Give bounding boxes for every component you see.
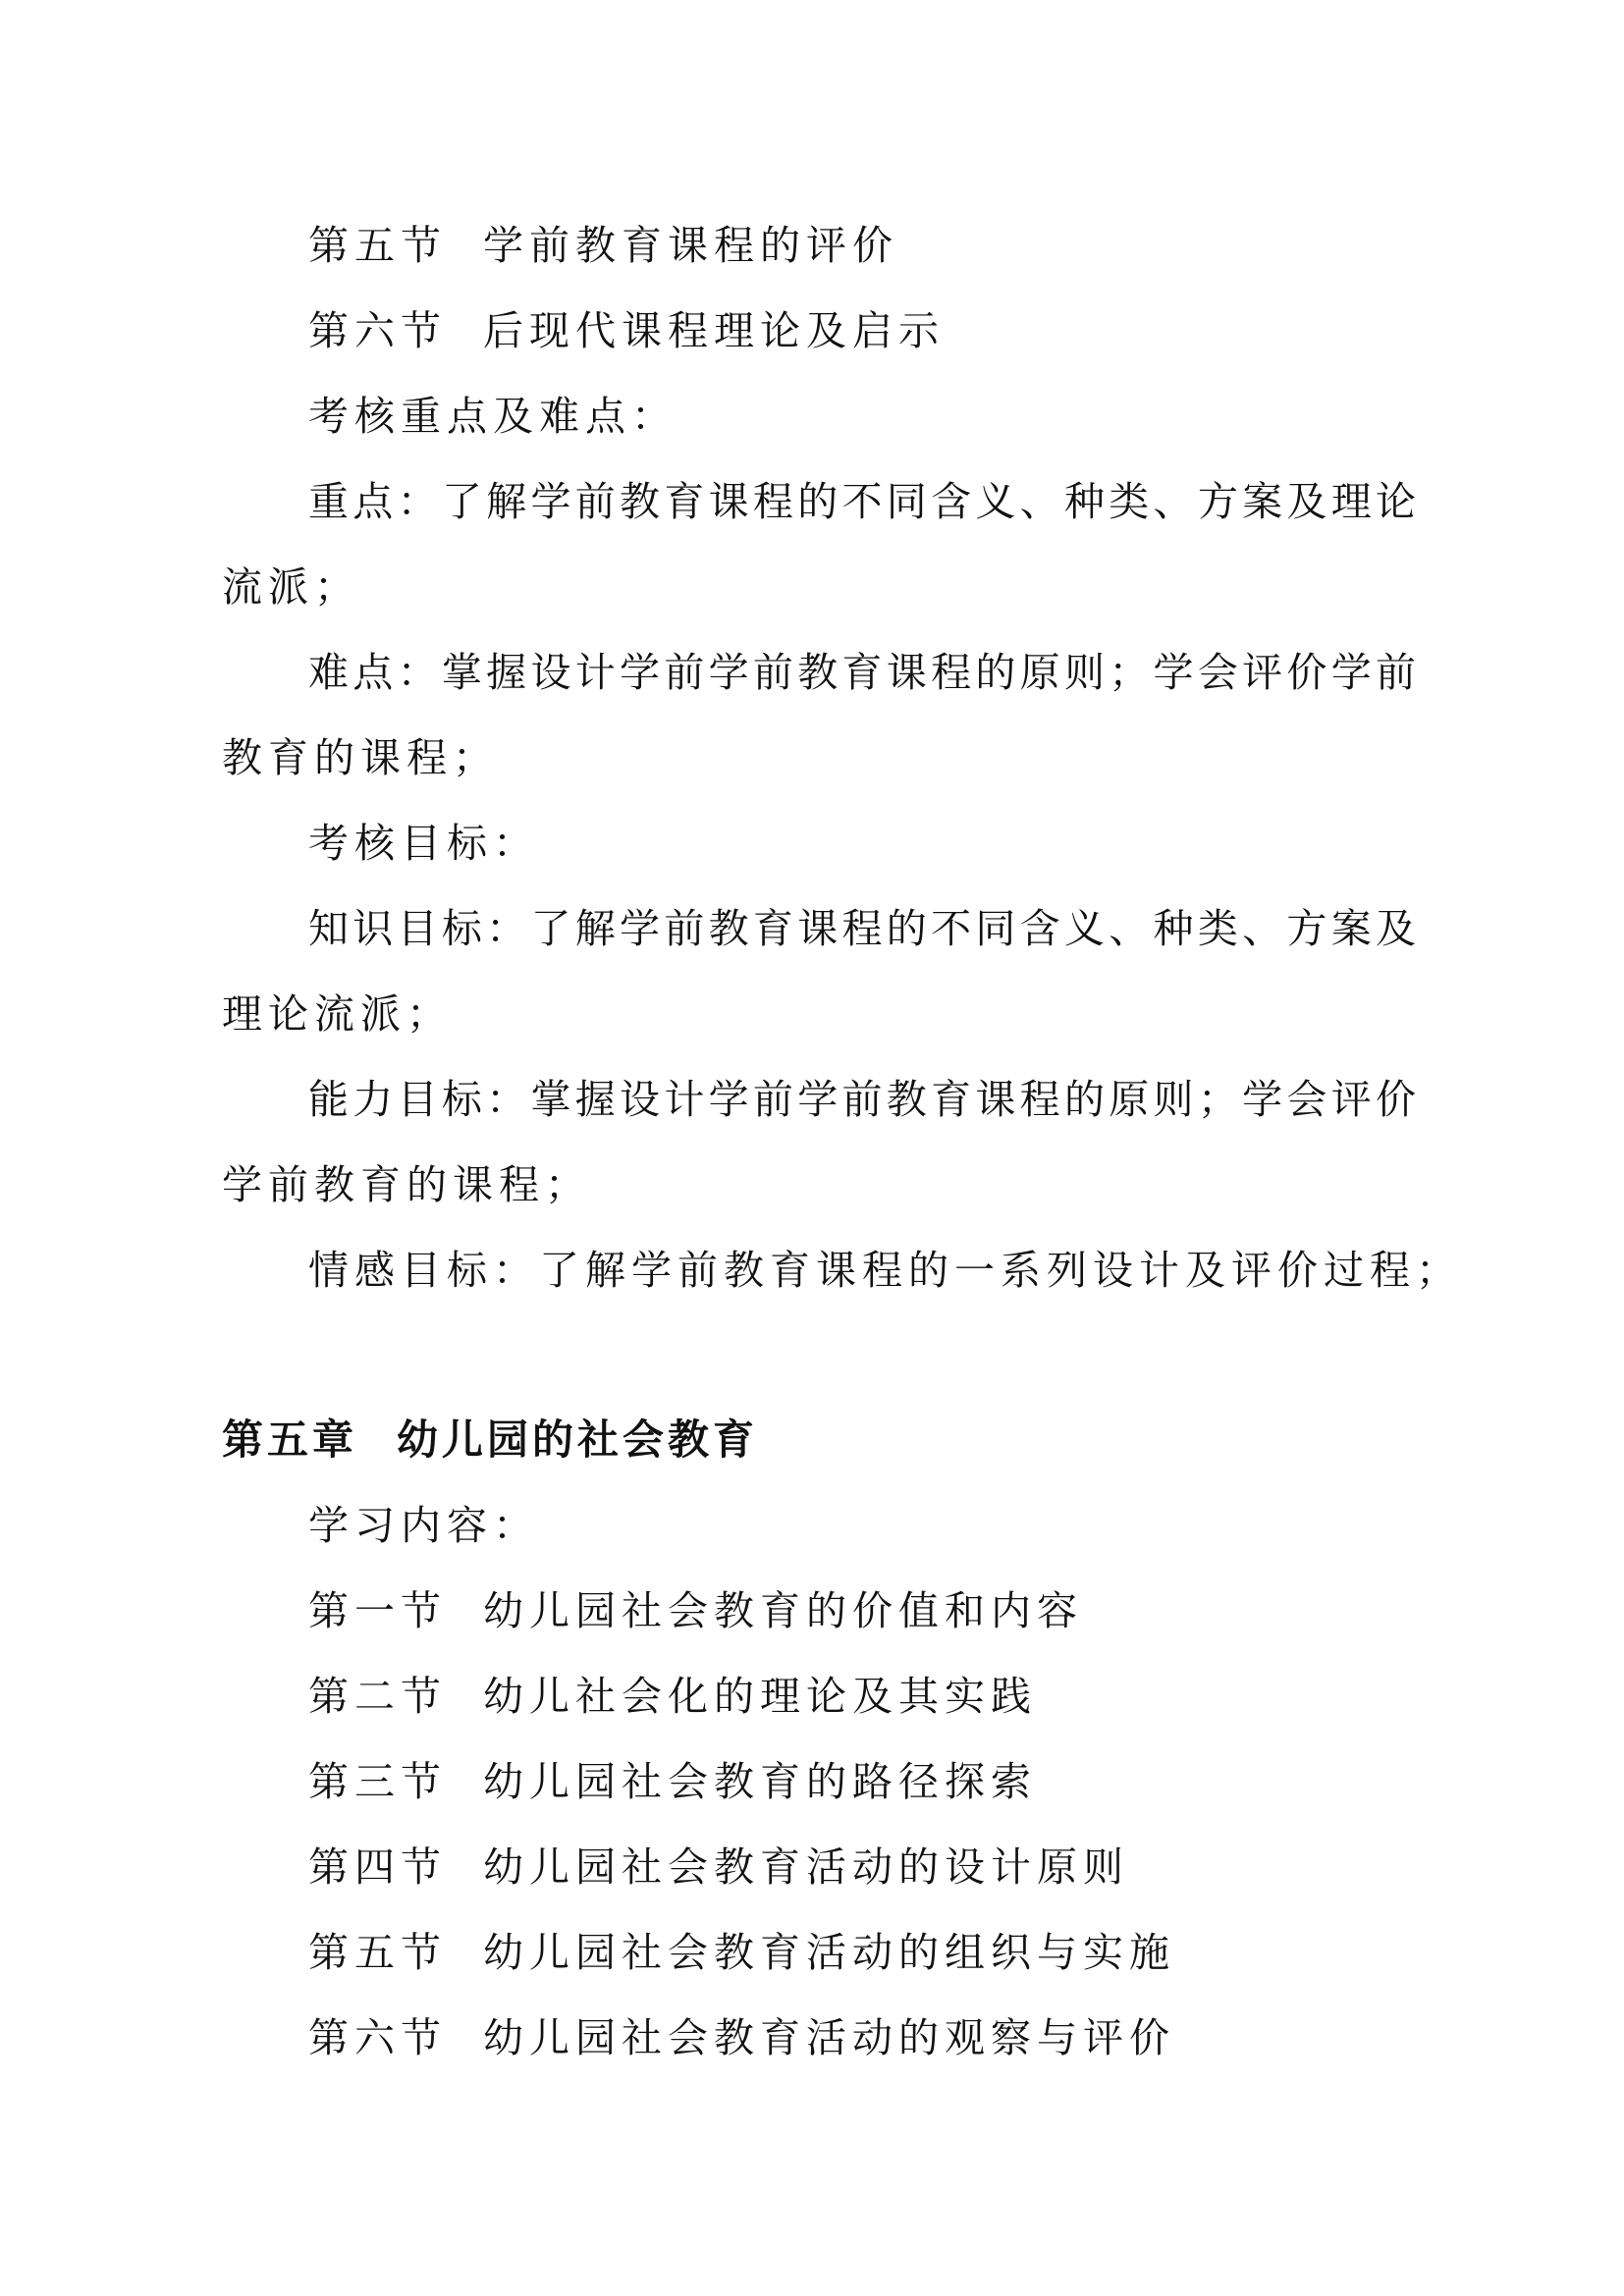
section-line (308, 1838, 1129, 1896)
section-title: 学前教育课程的评价 (483, 222, 898, 269)
key-point-text-line2: 流派； (222, 563, 360, 611)
section-line (308, 1923, 1175, 1982)
section-number: 第一节 (308, 1587, 447, 1634)
section-number: 第五节 (308, 222, 447, 269)
section-title: 幼儿园社会教育活动的组织与实施 (483, 1929, 1175, 1976)
section-line (308, 301, 945, 360)
section-title: 幼儿园社会教育的路径探索 (483, 1758, 1037, 1805)
chapter-heading (222, 1411, 758, 1469)
section-title: 幼儿社会化的理论及其实践 (483, 1673, 1037, 1720)
section-number: 第三节 (308, 1758, 447, 1805)
section-title: 幼儿园社会教育的价值和内容 (483, 1587, 1083, 1634)
section-line (308, 1667, 1037, 1726)
ability-objective-line1: 能力目标：掌握设计学前学前教育课程的原则；学会评价 (308, 1076, 1416, 1123)
chapter-number: 第五章 (222, 1415, 358, 1464)
section-title: 幼儿园社会教育活动的观察与评价 (483, 2014, 1175, 2061)
section-number: 第二节 (308, 1673, 447, 1720)
section-number: 第五节 (308, 1929, 447, 1976)
key-points-heading: 考核重点及难点： (308, 393, 677, 440)
section-line (308, 216, 898, 275)
section-title: 幼儿园社会教育活动的设计原则 (483, 1843, 1129, 1891)
learning-content-heading: 学习内容： (308, 1502, 539, 1549)
emotion-objective-line: 情感目标：了解学前教育课程的一系列设计及评价过程； (308, 1247, 1462, 1294)
section-title: 后现代课程理论及启示 (483, 307, 945, 354)
section-number: 第六节 (308, 2014, 447, 2061)
section-number: 第六节 (308, 307, 447, 354)
section-line (308, 1581, 1083, 1640)
difficulty-text-line2: 教育的课程； (222, 734, 499, 781)
key-point-text-line1: 重点：了解学前教育课程的不同含义、种类、方案及理论 (308, 478, 1416, 525)
knowledge-objective-line2: 理论流派； (222, 990, 453, 1038)
ability-objective-line2: 学前教育的课程； (222, 1161, 591, 1208)
section-line (308, 2008, 1175, 2067)
section-line (308, 1752, 1037, 1811)
objectives-heading: 考核目标： (308, 820, 539, 867)
difficulty-text-line1: 难点：掌握设计学前学前教育课程的原则；学会评价学前 (308, 649, 1416, 696)
chapter-title: 幼儿园的社会教育 (397, 1415, 759, 1464)
section-number: 第四节 (308, 1843, 447, 1891)
knowledge-objective-line1: 知识目标：了解学前教育课程的不同含义、种类、方案及 (308, 905, 1416, 952)
